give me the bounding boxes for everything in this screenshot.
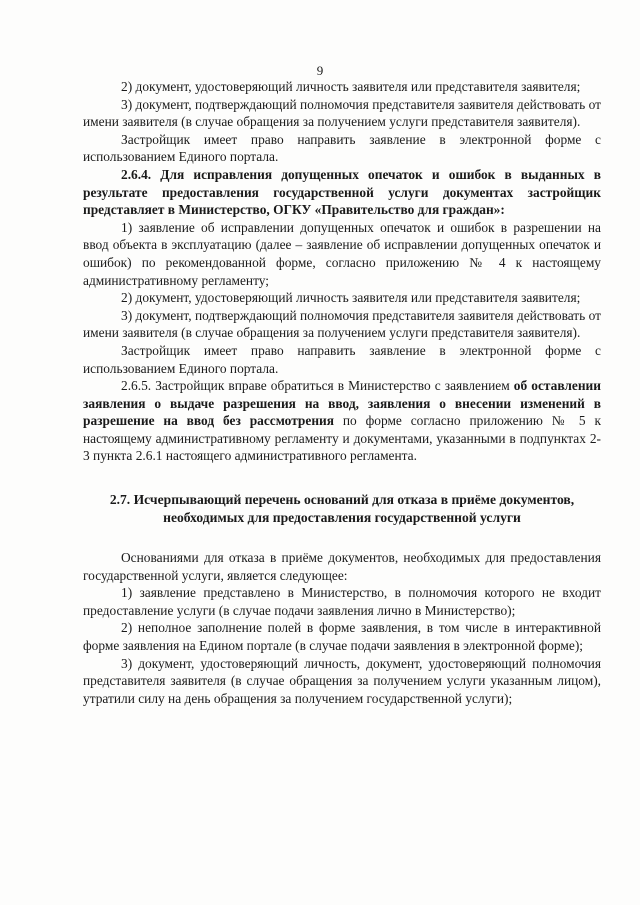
page-number: 9	[316, 63, 324, 78]
paragraph: 2) документ, удостоверяющий личность заявителя или представителя заявителя;	[121, 290, 581, 306]
text-run: 2.6.5. Застройщик вправе обратиться в Министерство с заявлением	[121, 378, 514, 394]
section-heading: 2.7. Исчерпывающий перечень оснований для отказа в приёме документов, необходимых для предоставления государственной услуги	[109, 492, 575, 526]
paragraph: 2) неполное заполнение полей в форме заявления, в том числе в интерактивной форме заявления на Едином портале (в случае подачи заявления в электронной форме);	[83, 620, 601, 654]
paragraph: Застройщик имеет право направить заявление в электронной форме с использованием Единого портала.	[83, 342, 601, 376]
bold-text: 2.6.4. Для исправления допущенных опечаток и ошибок в выданных в результате предоставления государственной услуги документах застройщик представляет в Министерство, ОГКУ «Правительство для граждан»:	[83, 166, 601, 218]
spacer	[83, 465, 601, 491]
spacer	[83, 527, 601, 549]
paragraph: 3) документ, подтверждающий полномочия представителя заявителя действовать от имени заявителя (в случае обращения за получением услуги представителя заявителя).	[83, 96, 601, 130]
paragraph-bold	[83, 166, 601, 219]
paragraph: 1) заявление представлено в Министерство, в полномочия которого не входит предоставление услуги (в случае подачи заявления лично в Министерство);	[83, 585, 601, 618]
paragraph: 2) документ, удостоверяющий личность заявителя или представителя заявителя;	[121, 79, 581, 94]
paragraph: 3) документ, подтверждающий полномочия представителя заявителя действовать от имени заявителя (в случае обращения за получением услуги представителя заявителя).	[83, 307, 601, 341]
paragraph: Основаниями для отказа в приёме документов, необходимых для предоставления государственной услуги, является следующее:	[83, 550, 601, 583]
paragraph: 3) документ, удостоверяющий личность, документ, удостоверяющий полномочия представителя заявителя (в случае обращения за получением услуги указанным лицом), утратили силу на день обращения за получением государственной услуги);	[83, 655, 601, 706]
document-body	[83, 78, 601, 707]
paragraph: Застройщик имеет право направить заявление в электронной форме с использованием Единого портала.	[83, 131, 601, 165]
text-run: по форме согласно приложению № 5 к настоящему административному регламенту и документами, указанными в подпунктах 2-3 пункта 2.6.1 настоящего административного регламента.	[83, 413, 601, 464]
bold-text: об оставлении заявления о выдаче разрешения на ввод, заявления о внесении изменений в разрешение на ввод без рассмотрения	[83, 378, 601, 429]
paragraph-mixed	[83, 377, 601, 465]
paragraph: 1) заявление об исправлении допущенных опечаток и ошибок в разрешении на ввод объекта в эксплуатацию (далее – заявление об исправлении допущенных опечаток и ошибок) по рекомендованной форме, согласно приложению № 4 к настоящему административному регламенту;	[83, 219, 601, 288]
